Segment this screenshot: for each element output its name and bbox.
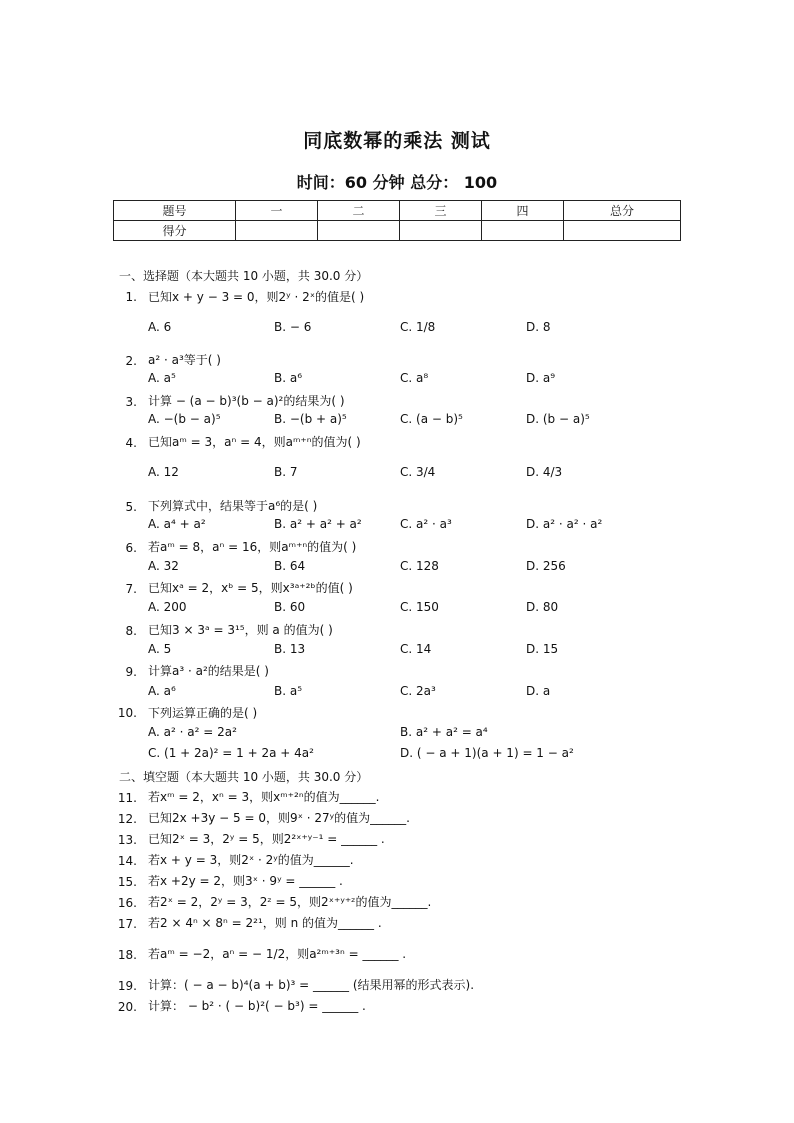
- question-number: 8.: [125, 624, 137, 638]
- option-a[interactable]: A. a⁵: [148, 371, 176, 385]
- option-c[interactable]: C. 3/4: [400, 465, 436, 479]
- question-stem: 已知aᵐ = 3，aⁿ = 4，则aᵐ⁺ⁿ的值为( ): [148, 435, 361, 449]
- option-d[interactable]: D. 256: [526, 559, 566, 573]
- option-a[interactable]: A. a⁶: [148, 684, 176, 698]
- option-a[interactable]: A. 5: [148, 642, 172, 656]
- question-stem: 下列算式中，结果等于a⁶的是( ): [148, 499, 318, 513]
- question-stem: 计算a³ · a²的结果是( ): [148, 664, 269, 678]
- fill-question[interactable]: 若2 × 4ⁿ × 8ⁿ = 2²¹，则 n 的值为______ .: [148, 916, 382, 930]
- fill-question[interactable]: 已知2x +3y − 5 = 0，则9ˣ · 27ʸ的值为______.: [148, 811, 410, 825]
- option-d[interactable]: D. ( − a + 1)(a + 1) = 1 − a²: [400, 746, 574, 760]
- question-number: 16.: [117, 896, 137, 910]
- question-number: 6.: [125, 541, 137, 555]
- option-b[interactable]: B. a² + a² + a²: [274, 517, 362, 531]
- option-b[interactable]: B. a⁵: [274, 684, 303, 698]
- option-c[interactable]: C. a² · a³: [400, 517, 452, 531]
- option-c[interactable]: C. (a − b)⁵: [400, 412, 463, 426]
- option-c[interactable]: C. 2a³: [400, 684, 436, 698]
- question-number: 9.: [125, 665, 137, 679]
- option-b[interactable]: B. 7: [274, 465, 298, 479]
- question-number: 20.: [117, 1000, 137, 1014]
- option-b[interactable]: B. − 6: [274, 320, 312, 334]
- option-c[interactable]: C. (1 + 2a)² = 1 + 2a + 4a²: [148, 746, 314, 760]
- question-number: 15.: [117, 875, 137, 889]
- exam-info: 时间：60 分钟 总分： 100: [296, 173, 498, 192]
- question-number: 14.: [117, 854, 137, 868]
- option-c[interactable]: C. 150: [400, 600, 439, 614]
- header-cell: 总分: [564, 201, 681, 221]
- option-c[interactable]: C. 1/8: [400, 320, 436, 334]
- option-a[interactable]: A. a⁴ + a²: [148, 517, 206, 531]
- question-stem: 已知3 × 3ᵃ = 3¹⁵，则 a 的值为( ): [148, 623, 333, 637]
- question-stem: 若aᵐ = 8，aⁿ = 16，则aᵐ⁺ⁿ的值为( ): [148, 540, 357, 554]
- question-number: 2.: [125, 354, 137, 368]
- option-a[interactable]: A. 12: [148, 465, 179, 479]
- score-cell[interactable]: [400, 221, 482, 241]
- score-row-label: 得分: [114, 221, 236, 241]
- score-cell[interactable]: [482, 221, 564, 241]
- fill-question[interactable]: 若x + y = 3，则2ˣ · 2ʸ的值为______.: [148, 853, 354, 867]
- option-c[interactable]: C. 128: [400, 559, 439, 573]
- option-b[interactable]: B. 64: [274, 559, 306, 573]
- section-heading-fill: 二、填空题（本大题共 10 小题，共 30.0 分）: [119, 770, 369, 784]
- header-cell: 三: [400, 201, 482, 221]
- option-c[interactable]: C. a⁸: [400, 371, 429, 385]
- option-b[interactable]: B. −(b + a)⁵: [274, 412, 347, 426]
- question-number: 12.: [117, 812, 137, 826]
- fill-question[interactable]: 计算：( − a − b)⁴(a + b)³ = ______ (结果用幂的形式表示).: [148, 978, 475, 992]
- question-stem: 已知xᵃ = 2，xᵇ = 5，则x³ᵃ⁺²ᵇ的值( ): [148, 581, 353, 595]
- question-number: 19.: [117, 979, 137, 993]
- option-a[interactable]: A. 6: [148, 320, 172, 334]
- question-number: 17.: [117, 917, 137, 931]
- option-c[interactable]: C. 14: [400, 642, 432, 656]
- option-b[interactable]: B. a² + a² = a⁴: [400, 725, 488, 739]
- score-table: [113, 200, 681, 241]
- option-a[interactable]: A. 200: [148, 600, 187, 614]
- question-number: 10.: [117, 706, 137, 720]
- question-number: 7.: [125, 582, 137, 596]
- option-d[interactable]: D. a: [526, 684, 551, 698]
- option-a[interactable]: A. 32: [148, 559, 179, 573]
- option-d[interactable]: D. 80: [526, 600, 559, 614]
- header-cell: 题号: [114, 201, 236, 221]
- header-cell: 二: [318, 201, 400, 221]
- option-b[interactable]: B. 60: [274, 600, 306, 614]
- fill-question[interactable]: 若x +2y = 2，则3ˣ · 9ʸ = ______ .: [148, 874, 343, 888]
- page-title: 同底数幂的乘法 测试: [303, 130, 491, 152]
- question-number: 4.: [125, 436, 137, 450]
- option-a[interactable]: A. −(b − a)⁵: [148, 412, 221, 426]
- fill-question[interactable]: 计算： − b² · ( − b)²( − b³) = ______ .: [148, 999, 366, 1013]
- question-number: 5.: [125, 500, 137, 514]
- section-heading-choice: 一、选择题（本大题共 10 小题，共 30.0 分）: [119, 269, 369, 283]
- option-d[interactable]: D. (b − a)⁵: [526, 412, 590, 426]
- question-stem: 下列运算正确的是( ): [148, 706, 258, 720]
- option-d[interactable]: D. 15: [526, 642, 559, 656]
- question-number: 18.: [117, 948, 137, 962]
- header-cell: 一: [236, 201, 318, 221]
- header-cell: 四: [482, 201, 564, 221]
- option-d[interactable]: D. a⁹: [526, 371, 556, 385]
- question-stem: 计算 − (a − b)³(b − a)²的结果为( ): [148, 394, 345, 408]
- question-number: 1.: [125, 290, 137, 304]
- fill-question[interactable]: 若2ˣ = 2，2ʸ = 3，2ᶻ = 5，则2ˣ⁺ʸ⁺ᶻ的值为______.: [148, 895, 432, 909]
- question-number: 13.: [117, 833, 137, 847]
- score-cell[interactable]: [564, 221, 681, 241]
- score-cell[interactable]: [318, 221, 400, 241]
- score-cell[interactable]: [236, 221, 318, 241]
- fill-question[interactable]: 若xᵐ = 2，xⁿ = 3，则xᵐ⁺²ⁿ的值为______.: [148, 790, 380, 804]
- question-stem: 已知x + y − 3 = 0，则2ʸ · 2ˣ的值是( ): [148, 290, 365, 304]
- option-d[interactable]: D. 8: [526, 320, 551, 334]
- question-stem: a² · a³等于( ): [148, 353, 221, 367]
- question-number: 11.: [117, 791, 137, 805]
- option-b[interactable]: B. 13: [274, 642, 306, 656]
- question-number: 3.: [125, 395, 137, 409]
- option-d[interactable]: D. a² · a² · a²: [526, 517, 603, 531]
- fill-question[interactable]: 已知2ˣ = 3，2ʸ = 5，则2²ˣ⁺ʸ⁻¹ = ______ .: [148, 832, 385, 846]
- option-a[interactable]: A. a² · a² = 2a²: [148, 725, 237, 739]
- fill-question[interactable]: 若aᵐ = −2，aⁿ = − 1/2，则a²ᵐ⁺³ⁿ = ______ .: [148, 947, 407, 961]
- score-table-header: [114, 201, 681, 221]
- score-row: [114, 221, 681, 241]
- option-d[interactable]: D. 4/3: [526, 465, 563, 479]
- option-b[interactable]: B. a⁶: [274, 371, 303, 385]
